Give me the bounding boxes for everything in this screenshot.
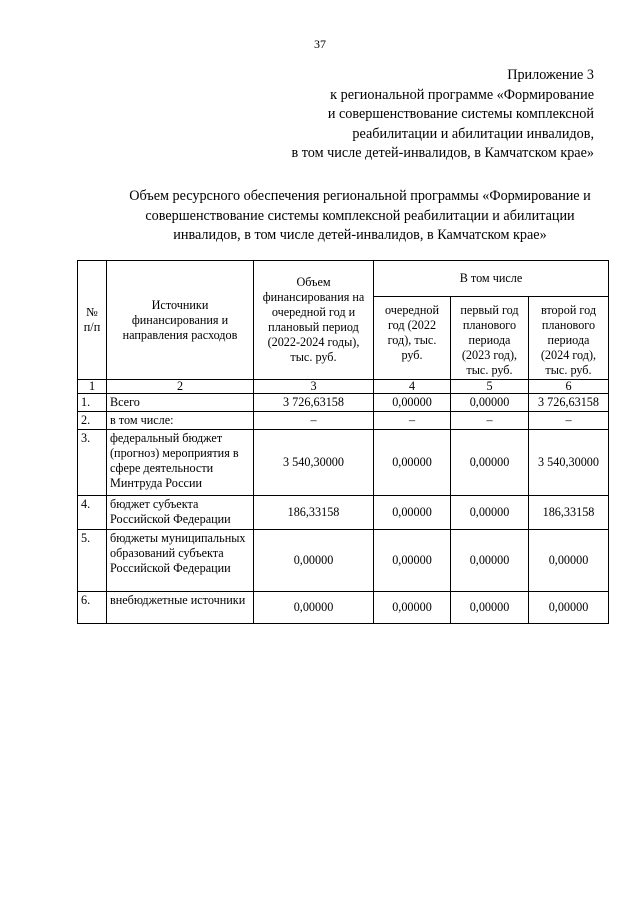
- row-source: федеральный бюджет (прогноз) мероприятия в сфере деятельности Минтруда России: [107, 430, 254, 496]
- row-year-1: 0,00000: [374, 394, 451, 412]
- title-line: совершенствование системы комплексной реабилитации и абилитации: [145, 207, 575, 224]
- row-total: 0,00000: [254, 592, 374, 624]
- row-total: 0,00000: [254, 530, 374, 592]
- row-year-2: 0,00000: [451, 530, 529, 592]
- row-total: 3 540,30000: [254, 430, 374, 496]
- row-number: 3.: [78, 430, 107, 496]
- table-row: [78, 430, 609, 496]
- header-group: В том числе: [374, 261, 609, 297]
- document-title: [100, 187, 620, 246]
- appendix-line: и совершенствование системы комплексной: [327, 106, 594, 122]
- title-line: инвалидов, в том числе детей-инвалидов, в Камчатском крае»: [173, 227, 547, 243]
- row-source: бюджет субъекта Российской Федерации: [107, 496, 254, 530]
- row-number: 5.: [78, 530, 107, 592]
- row-source: в том числе:: [107, 412, 254, 430]
- column-number: 5: [451, 380, 529, 394]
- table-row: [78, 530, 609, 592]
- appendix-line: в том числе детей-инвалидов, в Камчатском крае»: [291, 145, 594, 161]
- header-year-3: второй год планового периода (2024 год), тыс. руб.: [529, 297, 609, 380]
- header-year-2: первый год планового периода (2023 год), тыс. руб.: [451, 297, 529, 380]
- header-row: [78, 261, 609, 297]
- table-row: [78, 394, 609, 412]
- column-number: 3: [254, 380, 374, 394]
- column-number: 6: [529, 380, 609, 394]
- row-number: 1.: [78, 394, 107, 412]
- row-number: 6.: [78, 592, 107, 624]
- row-source: внебюджетные источники: [107, 592, 254, 624]
- row-year-2: 0,00000: [451, 592, 529, 624]
- appendix-header: [174, 66, 594, 164]
- column-number: 1: [78, 380, 107, 394]
- row-year-2: 0,00000: [451, 496, 529, 530]
- header-total: Объем финансирования на очередной год и плановый период (2022-2024 годы), тыс. руб.: [254, 261, 374, 380]
- table-row: [78, 496, 609, 530]
- row-number: 2.: [78, 412, 107, 430]
- row-source: бюджеты муниципальных образований субъекта Российской Федерации: [107, 530, 254, 592]
- row-year-3: 3 540,30000: [529, 430, 609, 496]
- appendix-line: к региональной программе «Формирование: [330, 86, 594, 103]
- row-year-3: –: [529, 412, 609, 430]
- resource-table: [77, 260, 609, 624]
- row-year-1: 0,00000: [374, 496, 451, 530]
- page-number: 37: [314, 37, 326, 51]
- row-total: –: [254, 412, 374, 430]
- row-year-3: 186,33158: [529, 496, 609, 530]
- row-year-3: 0,00000: [529, 530, 609, 592]
- row-year-3: 0,00000: [529, 592, 609, 624]
- table-row: [78, 412, 609, 430]
- header-num: № п/п: [78, 261, 107, 380]
- row-year-1: 0,00000: [374, 530, 451, 592]
- header-year-1: очередной год (2022 год), тыс. руб.: [374, 297, 451, 380]
- row-year-2: –: [451, 412, 529, 430]
- row-year-1: –: [374, 412, 451, 430]
- row-year-2: 0,00000: [451, 394, 529, 412]
- row-year-1: 0,00000: [374, 592, 451, 624]
- header-source: Источники финансирования и направления расходов: [107, 261, 254, 380]
- row-number: 4.: [78, 496, 107, 530]
- row-year-1: 0,00000: [374, 430, 451, 496]
- column-number: 4: [374, 380, 451, 394]
- row-year-3: 3 726,63158: [529, 394, 609, 412]
- appendix-line: Приложение 3: [507, 67, 594, 83]
- column-numbers-row: [78, 380, 609, 394]
- row-source: Всего: [107, 394, 254, 412]
- title-line: Объем ресурсного обеспечения региональной программы «Формирование и: [129, 188, 591, 204]
- row-total: 3 726,63158: [254, 394, 374, 412]
- appendix-line: реабилитации и абилитации инвалидов,: [352, 125, 594, 142]
- column-number: 2: [107, 380, 254, 394]
- row-total: 186,33158: [254, 496, 374, 530]
- row-year-2: 0,00000: [451, 430, 529, 496]
- table-row: [78, 592, 609, 624]
